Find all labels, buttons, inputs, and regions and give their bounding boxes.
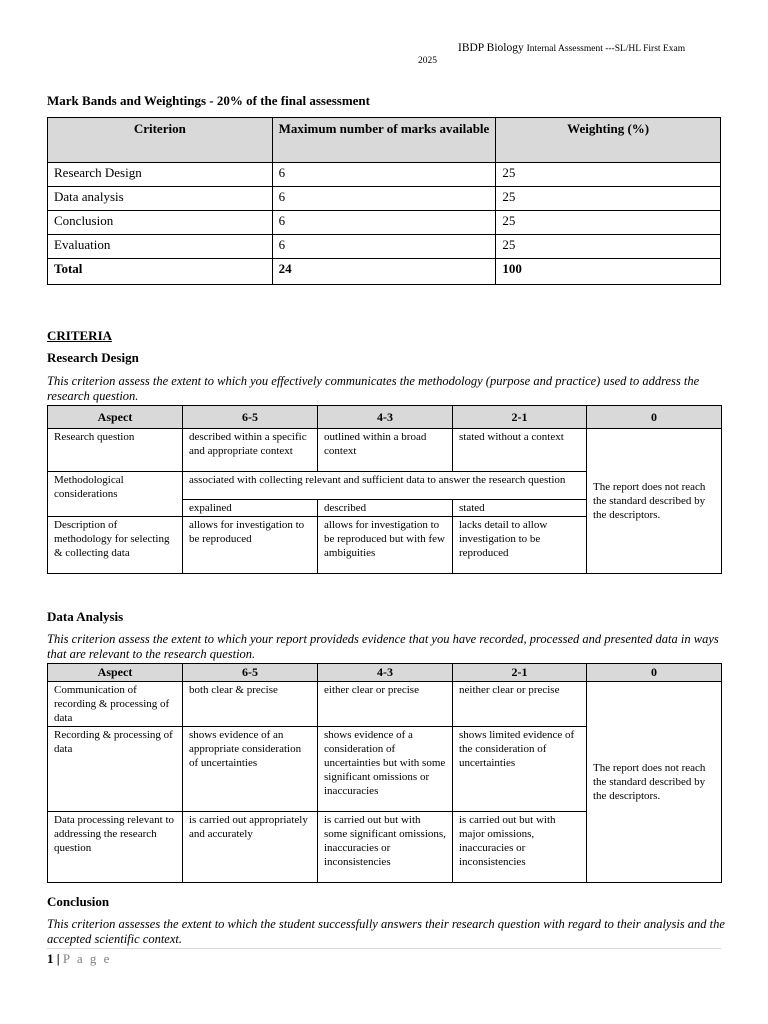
table-cell: 25 — [496, 211, 721, 235]
column-header: 4-3 — [318, 664, 453, 682]
column-header: Aspect — [48, 664, 183, 682]
document-header — [458, 42, 685, 54]
table-cell: 25 — [496, 235, 721, 259]
conclusion-title: Conclusion — [47, 894, 110, 909]
header-year: 2025 — [418, 56, 437, 66]
table-cell: 6 — [272, 211, 496, 235]
table-header-row — [48, 664, 722, 682]
data-analysis-intro: This criterion assess the extent to which your report provideds evidence that you have recorded, processed and presented data in ways that are relevant to the research question. — [47, 632, 719, 661]
table-cell: 24 — [272, 259, 496, 285]
descriptor-cell: shows evidence of a consideration of uncertainties but with some significant omissions or inaccuracies — [318, 727, 453, 812]
research-design-intro: This criterion assess the extent to which you effectively communicates the methodology (purpose and practice) used to address the research question. — [47, 374, 700, 403]
table-cell: Total — [48, 259, 273, 285]
table-cell: 25 — [496, 163, 721, 187]
descriptor-cell: stated — [453, 500, 587, 517]
column-header: 2-1 — [453, 406, 587, 429]
column-header: Criterion — [48, 118, 273, 163]
research-design-table — [47, 405, 722, 574]
aspect-cell: Recording & processing of data — [48, 727, 183, 812]
descriptor-cell: either clear or precise — [318, 682, 453, 727]
table-cell: Conclusion — [48, 211, 273, 235]
criteria-heading: CRITERIA — [47, 328, 113, 343]
data-analysis-title: Data Analysis — [47, 609, 124, 624]
table-cell: 6 — [272, 187, 496, 211]
descriptor-cell: is carried out but with major omissions, inaccuracies or inconsistencies — [453, 812, 587, 883]
column-header: Weighting (%) — [496, 118, 721, 163]
research-design-title: Research Design — [47, 350, 139, 365]
table-row — [48, 163, 721, 187]
column-header: 6-5 — [183, 406, 318, 429]
zero-descriptor-cell: The report does not reach the standard described by the descriptors. — [587, 682, 722, 883]
footer-separator: | — [53, 951, 63, 966]
descriptor-cell: is carried out appropriately and accurately — [183, 812, 318, 883]
conclusion-intro: This criterion assesses the extent to which the student successfully answers their research question with regard to their analysis and the accepted scientific context. — [47, 917, 725, 946]
column-header: 4-3 — [318, 406, 453, 429]
descriptor-cell: lacks detail to allow investigation to be reproduced — [453, 517, 587, 574]
total-row — [48, 259, 721, 285]
aspect-cell: Communication of recording & processing of data — [48, 682, 183, 727]
aspect-cell: Research question — [48, 429, 183, 472]
descriptor-cell: neither clear or precise — [453, 682, 587, 727]
table-row — [48, 187, 721, 211]
table-cell: Evaluation — [48, 235, 273, 259]
column-header: Maximum number of marks available — [272, 118, 496, 163]
mark-bands-table — [47, 117, 721, 285]
column-header: 0 — [587, 406, 722, 429]
descriptor-cell: expalined — [183, 500, 318, 517]
descriptor-cell: described within a specific and appropriate context — [183, 429, 318, 472]
table-header-row — [48, 406, 722, 429]
descriptor-cell: allows for investigation to be reproduced but with few ambiguities — [318, 517, 453, 574]
aspect-cell: Description of methodology for selecting & collecting data — [48, 517, 183, 574]
descriptor-cell: stated without a context — [453, 429, 587, 472]
column-header: 0 — [587, 664, 722, 682]
page-label: P a g e — [62, 951, 112, 966]
table-cell: 25 — [496, 187, 721, 211]
table-row — [48, 211, 721, 235]
descriptor-cell: described — [318, 500, 453, 517]
page-number: 1 — [47, 951, 54, 966]
descriptor-cell: associated with collecting relevant and sufficient data to answer the research question — [183, 472, 587, 500]
table-cell: Data analysis — [48, 187, 273, 211]
descriptor-cell: shows evidence of an appropriate consideration of uncertainties — [183, 727, 318, 812]
header-assessment: Internal Assessment ---SL/HL First Exam — [526, 44, 686, 54]
column-header: Aspect — [48, 406, 183, 429]
descriptor-cell: is carried out but with some significant omissions, inaccuracies or inconsistencies — [318, 812, 453, 883]
table-cell: 6 — [272, 163, 496, 187]
page-footer — [47, 948, 721, 967]
table-row — [48, 429, 722, 472]
table-row — [48, 682, 722, 727]
mark-bands-title: Mark Bands and Weightings - 20% of the final assessment — [47, 93, 370, 108]
descriptor-cell: outlined within a broad context — [318, 429, 453, 472]
column-header: 6-5 — [183, 664, 318, 682]
aspect-cell: Methodological considerations — [48, 472, 183, 517]
table-cell: 6 — [272, 235, 496, 259]
descriptor-cell: shows limited evidence of the consideration of uncertainties — [453, 727, 587, 812]
header-course: IBDP Biology — [458, 42, 527, 54]
descriptor-cell: allows for investigation to be reproduced — [183, 517, 318, 574]
column-header: 2-1 — [453, 664, 587, 682]
table-cell: 100 — [496, 259, 721, 285]
table-row — [48, 235, 721, 259]
data-analysis-table — [47, 663, 722, 883]
descriptor-cell: both clear & precise — [183, 682, 318, 727]
table-cell: Research Design — [48, 163, 273, 187]
aspect-cell: Data processing relevant to addressing the research question — [48, 812, 183, 883]
zero-descriptor-cell: The report does not reach the standard described by the descriptors. — [587, 429, 722, 574]
table-header-row — [48, 118, 721, 163]
